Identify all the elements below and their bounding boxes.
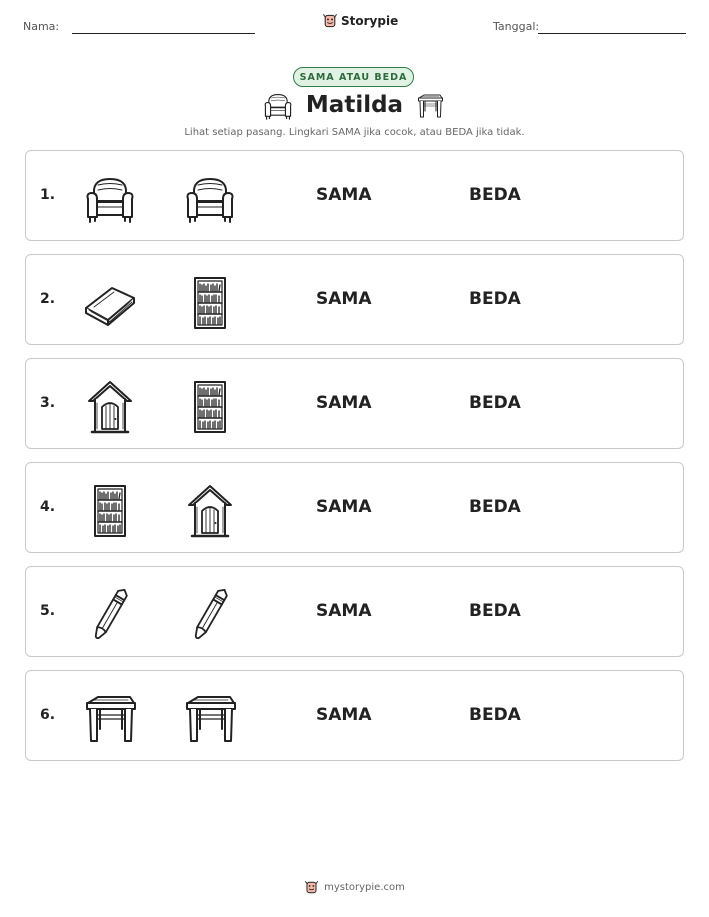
question-row (25, 566, 684, 657)
stool-icon (414, 92, 446, 120)
book-icon (82, 275, 138, 331)
date-input-line[interactable] (538, 33, 686, 34)
brand-name: Storypie (341, 14, 399, 28)
different-option[interactable]: BEDA (469, 497, 521, 517)
instructions: Lihat setiap pasang. Lingkari SAMA jika cocok, atau BEDA jika tidak. (184, 127, 525, 138)
question-row (25, 150, 684, 241)
pencil-icon (182, 587, 238, 643)
name-label: Nama: (23, 20, 60, 33)
stool-icon (182, 691, 238, 747)
different-option[interactable]: BEDA (469, 185, 521, 205)
different-option[interactable]: BEDA (469, 601, 521, 621)
question-row (25, 358, 684, 449)
question-row (25, 670, 684, 761)
shed-icon (82, 379, 138, 435)
page-title: Matilda (305, 92, 404, 118)
armchair-icon (182, 171, 238, 227)
bookshelf-icon (182, 275, 238, 331)
stool-icon (82, 691, 138, 747)
brand-logo (322, 13, 398, 29)
question-number: 6. (40, 707, 56, 723)
question-number: 4. (40, 499, 56, 515)
question-row (25, 462, 684, 553)
mascot-icon (304, 880, 319, 895)
different-option[interactable]: BEDA (469, 393, 521, 413)
bookshelf-icon (182, 379, 238, 435)
pencil-icon (82, 587, 138, 643)
same-option[interactable]: SAMA (316, 185, 372, 205)
mascot-icon (322, 13, 338, 29)
question-number: 1. (40, 187, 56, 203)
different-option[interactable]: BEDA (469, 289, 521, 309)
same-option[interactable]: SAMA (316, 705, 372, 725)
footer (0, 880, 709, 895)
question-number: 5. (40, 603, 56, 619)
same-option[interactable]: SAMA (316, 601, 372, 621)
shed-icon (182, 483, 238, 539)
same-option[interactable]: SAMA (316, 289, 372, 309)
footer-site[interactable]: mystorypie.com (324, 882, 405, 893)
same-option[interactable]: SAMA (316, 497, 372, 517)
date-label: Tanggal: (493, 20, 540, 33)
same-option[interactable]: SAMA (316, 393, 372, 413)
question-number: 2. (40, 291, 56, 307)
armchair-icon (82, 171, 138, 227)
worksheet-type-badge: SAMA ATAU BEDA (293, 67, 414, 87)
bookshelf-icon (82, 483, 138, 539)
name-input-line[interactable] (72, 33, 255, 34)
question-row (25, 254, 684, 345)
different-option[interactable]: BEDA (469, 705, 521, 725)
question-number: 3. (40, 395, 56, 411)
